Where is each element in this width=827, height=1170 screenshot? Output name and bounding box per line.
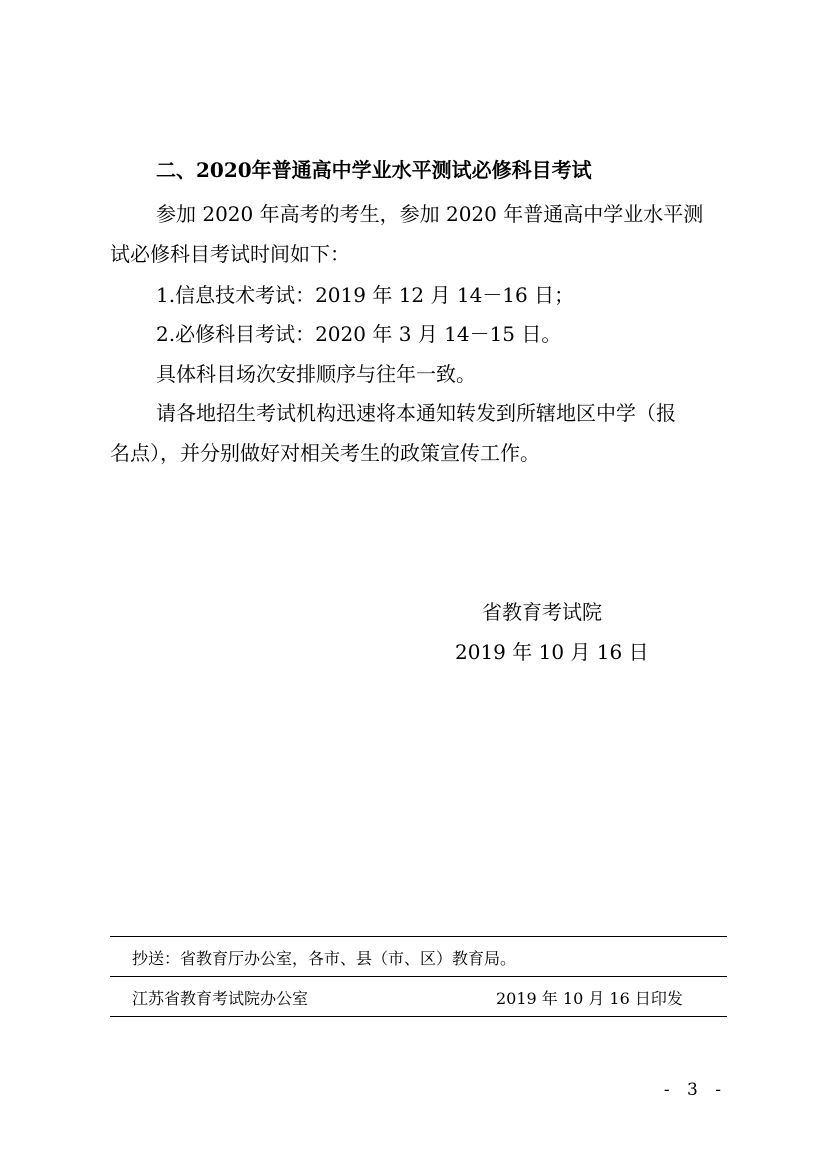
paragraph-3-line-2: 名点），并分别做好对相关考生的政策宣传工作。 [110, 441, 540, 465]
footer-issuer: 江苏省教育考试院办公室 [132, 989, 309, 1008]
signature-org: 省教育考试院 [482, 600, 602, 624]
paragraph-1-line-1: 参加 2020 年高考的考生，参加 2020 年普通高中学业水平测 [156, 202, 704, 226]
footer-top-rule [110, 936, 727, 937]
list-item-info-tech-exam: 1.信息技术考试：2019 年 12 月 14－16 日； [156, 283, 575, 307]
section-heading: 二、2020年普通高中学业水平测试必修科目考试 [156, 158, 592, 182]
list-item-required-exam: 2.必修科目考试：2020 年 3 月 14－15 日。 [156, 322, 562, 346]
paragraph-2: 具体科目场次安排顺序与往年一致。 [156, 362, 476, 386]
footer-middle-rule [110, 976, 727, 977]
paragraph-3-line-1: 请各地招生考试机构迅速将本通知转发到所辖地区中学（报 [156, 401, 676, 425]
footer-cc: 抄送：省教育厅办公室，各市、县（市、区）教育局。 [132, 949, 517, 968]
paragraph-1-line-2: 试必修科目考试时间如下： [110, 242, 350, 266]
page-number: - 3 - [663, 1080, 727, 1100]
footer-issue-date: 2019 年 10 月 16 日印发 [496, 989, 683, 1008]
signature-date: 2019 年 10 月 16 日 [455, 640, 649, 664]
footer-bottom-rule [110, 1016, 727, 1017]
